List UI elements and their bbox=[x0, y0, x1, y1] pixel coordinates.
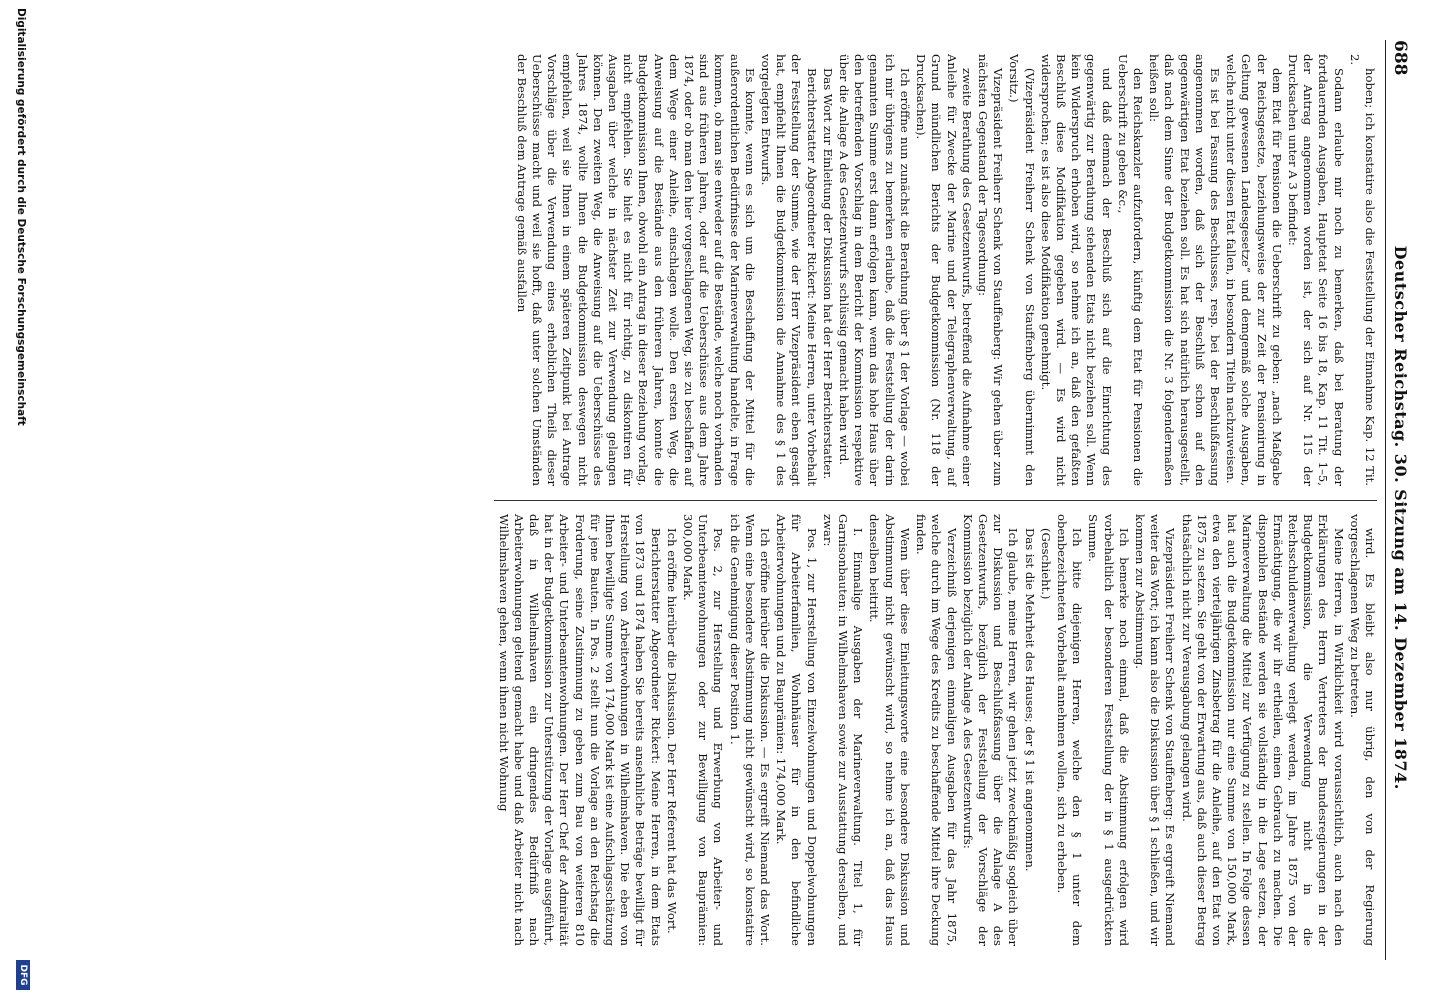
paragraph: Pos. 1, zur Herstellung von Einzelwohnungen und Doppelwohnungen für Arbeiterfamilien, Wohnhäuser für in den befindliche Arbeiterwohnungen und zu Bauprämien: 174,000 Mark. bbox=[774, 514, 819, 946]
paragraph: Meine Herren, in Wirklichkeit wird voraussichtlich, auch nach den Erklärungen des Herrn Vertreters der Bundesregierungen in der Budgetkommission, die Verwendung nicht in die Reichsschuldenverwaltung verlegt werden, im Jahre 1875 von der Ermächtigung, die wir ihr ertheilen, einen Gebrauch zu machen. Die disponiblen Bestände werden sie vollständig in die Lage setzen, der Marineverwaltung die Mittel zur Verfügung zu stellen. In Folge dessen hat auch die Budgetkommission nur eine Summe von 150,000 Mark, etwa den vierteljährigen Zinsbetrag für die Anleihe, auf den Etat von 1875 zu setzen. Sie geht von der Erwartung aus, daß auch dieser Betrag thatsächlich nicht zur Verausgabung gelangen wird. bbox=[1179, 514, 1346, 946]
dfg-logo: DFG bbox=[16, 960, 30, 990]
paragraph: Ich eröffne hierüber die Diskussion. — Es ergreift Niemand das Wort. Wenn eine besondere Abstimmung nicht gewünscht wird, so konstatire ich die Genehmigung dieser Position 1. bbox=[727, 514, 773, 946]
text-columns bbox=[494, 40, 1377, 960]
paragraph: (Geschieht.) bbox=[1038, 528, 1053, 600]
paragraph: Das ist die Mehrheit des Hauses; der § 1 ist angenommen. bbox=[1022, 528, 1037, 872]
page-header bbox=[1385, 40, 1410, 960]
paragraph: Es ist bei Fassung des Beschlusses, resp. bei der Beschlußfassung angenommen worden, daß sich der Beschluß schon auf den gegenwärtigen Etat beziehen soll. Es hat sich natürlich herausgestellt, daß nach dem Sinne der Budgetkommission die Nr. 3 folgendermaßen heißen soll: bbox=[1147, 54, 1222, 486]
paragraph: Ich bitte diejenigen Herren, welche den § 1 unter dem obenbezeichneten Vorbehalt annehmen wollen, sich zu erheben. bbox=[1054, 514, 1085, 946]
paragraph: wird. Es bleibt also nur übrig, den von der Regierung vorgeschlagenen Weg zu betreten. bbox=[1347, 514, 1377, 946]
paragraph: Vizepräsident Freiherr Schenk von Stauffenberg: Wir gehen über zum nächsten Gegenstand der Tagesordnung: bbox=[975, 54, 1006, 486]
paragraph: Verzeichniß derjenigen einmaligen Ausgaben für das Jahr 1875, welche durch im Wege des Kredits zu beschaffende Mittel ihre Deckung finden. bbox=[914, 514, 959, 946]
paragraph: Ich eröffne hierüber die Diskussion. Der Herr Referent hat das Wort. bbox=[664, 528, 679, 934]
paragraph: hoben; ich konstatire also die Feststellung der Einnahme Kap. 12 Tit. 2. bbox=[1347, 54, 1377, 486]
paragraph: zweite Berathung des Gesetzentwurfs, betreffend die Aufnahme einer Anleihe für Zwecke der Marine und der Telegraphenverwaltung, auf Grund mündlichen Berichts der Budgetkommission (Nr. 118 der Drucksachen). bbox=[914, 54, 974, 486]
paragraph: Wenn über diese Einleitungsworte eine besondere Diskussion und Abstimmung nicht gewünscht wird, so nehme ich an, daß das Haus denselben beitritt. bbox=[867, 514, 912, 946]
paragraph: Ich eröffne nun zunächst die Berathung über § 1 der Vorlage — wobei ich mir übrigens zu bemerken erlaube, daß die Feststellung der darin genannten Summe erst dann erfolgen kann, wenn das hohe Haus über den betreffenden Vorschlag in dem Bericht der Kommission respektive über die Anlage A des Gesetzentwurfs schlüssig gemacht haben wird. bbox=[837, 54, 912, 486]
paragraph: Berichterstatter Abgeordneter Rickert: Meine Herren, unter Vorbehalt der Feststellung der Summe, wie der Herr Vizepräsident eben gesagt hat, empfiehlt Ihnen die Budgetkommission die Annahme des § 1 des vorgelegten Entwurfs. bbox=[759, 54, 819, 486]
paragraph: Pos. 2, zur Herstellung und Erwerbung von Arbeiter- und Unterbeamtenwohnungen oder zur Bewilligung von Bauprämien: 300,000 Mark. bbox=[681, 514, 726, 946]
paragraph: Berichterstatter Abgeordneter Rickert: Meine Herren, in dem Etats von 1873 und 1874 haben Sie bereits ansehnliche Beträge bewilligt für Herstellung von Arbeiterwohnungen in Wilhelmshaven. Die eben von Ihnen bewilligte Summe von 174,000 Mark ist eine Aufschlagsschätzung für jene Bauten. In Pos. 2 stellt nun die Vorlage an den Reichstag die Forderung, seine Zustimmung zu geben zum Bau von weiteren 810 Arbeiter- und Unterbeamtenwohnungen. Der Herr Chef der Admiralität hat in der Budgetkommission zur Unterstützung der Vorlage ausgeführt, daß in Wilhelmshaven ein dringendes Bedürfniß nach Arbeiterwohnungen geltend gemacht habe und daß Arbeiter nicht nach Wilhelmshaven gehen, wenn ihnen nicht Wohnung bbox=[496, 514, 663, 946]
digitization-note: Digitalisierung gefördert durch die Deutsche Forschungsgemeinschaft bbox=[15, 8, 27, 426]
paragraph: Es konnte, wenn es sich um die Beschaffung der Mittel für die außerordentlichen Bedürfnisse der Marineverwaltung handelte, in Frage kommen, ob man sie entweder auf die Bestände, welche noch vorhanden sind aus früheren Jahren, oder auf die Ueberschüsse aus dem Jahre 1874, oder ob man den hier vorgeschlagenen Weg, sie zu beschaffen auf dem Wege einer Anleihe, einschlagen wolle. Den ersten Weg, die Anweisung auf die Bestände aus den früheren Jahren, konnte die Budgetkommission Ihnen, obwohl ein Antrag in dieser Beziehung vorlag, nicht empfehlen. Sie hielt es nicht für richtig, zu diskontiren für Ausgaben über welche in nächster Zeit zur Verwendung gelangen können. Den zweiten Weg, die Anweisung auf die Ueberschüsse des Jahres 1874, wollte Ihnen die Budgetkommission deswegen nicht empfehlen, weil sie Ihnen in einem späteren Zeitpunkt bei Antrage Vorschläge über die Verwendung eines erheblichen Theils dieser Ueberschüsse macht und weil sie hofft, daß unter solchen Umständen der Beschluß dem Antrage gemäß ausfallen bbox=[514, 54, 757, 486]
left-column bbox=[494, 40, 1377, 500]
paragraph: (Vizepräsident Freiherr Schenk von Stauffenberg übernimmt den Vorsitz.) bbox=[1007, 54, 1037, 486]
paragraph: und daß demnach der Beschluß sich auf die Einrichtung des gegenwärtig zur Berathung stehenden Etats nicht beziehen soll. Wenn kein Widerspruch erhoben wird, so nehme ich an, daß den gefaßten Beschluß diese Modifikation gegeben wird. — Es wird nicht widersprochen; es ist also diese Modifikation genehmigt. bbox=[1038, 54, 1114, 486]
paragraph: Ich bemerke noch einmal, daß die Abstimmung erfolgen wird vorbehaltlich der besonderen Feststellung der in § 1 ausgedrückten Summe. bbox=[1086, 514, 1131, 946]
paragraph: I. Einmalige Ausgaben der Marineverwaltung. Titel 1, für Garnisonbauten: in Wilhelmshaven sowie zur Ausstattung derselben, und zwar: bbox=[820, 514, 866, 946]
paragraph: Sodann erlaube mir noch zu bemerken, daß bei Beratung der fortdauernden Ausgaben, Hauptetat Seite 16 bis 18, Kap. 11 Tit. 1–5, der Antrag angenommen worden ist, der sich auf Nr. 115 der Drucksachen unter A 3 befindet: bbox=[1285, 54, 1346, 486]
page-title: Deutscher Reichstag. 30. Sitzung am 14. Dezember 1874. bbox=[1391, 245, 1410, 790]
paragraph: Vizepräsident Freiherr Schenk von Stauffenberg: Es ergreift Niemand weiter das Wort; ich kann also die Diskussion über § 1 schließen, und wir kommen zur Abstimmung. bbox=[1132, 514, 1178, 946]
right-column bbox=[494, 500, 1377, 960]
paragraph: den Reichskanzler aufzufordern, künftig dem Etat für Pensionen die Ueberschrift zu geben &c., bbox=[1115, 54, 1145, 486]
paragraph: dem Etat für Pensionen die Ueberschrift zu geben: „nach Maßgabe der Reichsgesetze, beziehungsweise der zur Zeit der Pensionirung in Geltung gewesenen Landesgesetze“ und demgemäß solche Ausgaben, welche nicht unter diesen Etat fallen, in besondern Titeln nachzuweisen. bbox=[1224, 54, 1284, 486]
page-number: 688 bbox=[1390, 40, 1410, 76]
column-divider bbox=[494, 500, 1377, 501]
paragraph: Das Wort zur Einleitung der Diskussion hat der Herr Berichterstatter. bbox=[820, 68, 835, 480]
paragraph: Ich glaube, meine Herren, wir gehen jetzt zweckmäßig sogleich über zur Diskussion und Beschlußfassung über die Anlage A des Gesetzentwurfs, bezüglich der Feststellung der Vorschläge der Kommission bezüglich der Anlage A des Gesetzentwurfs: bbox=[960, 514, 1021, 946]
